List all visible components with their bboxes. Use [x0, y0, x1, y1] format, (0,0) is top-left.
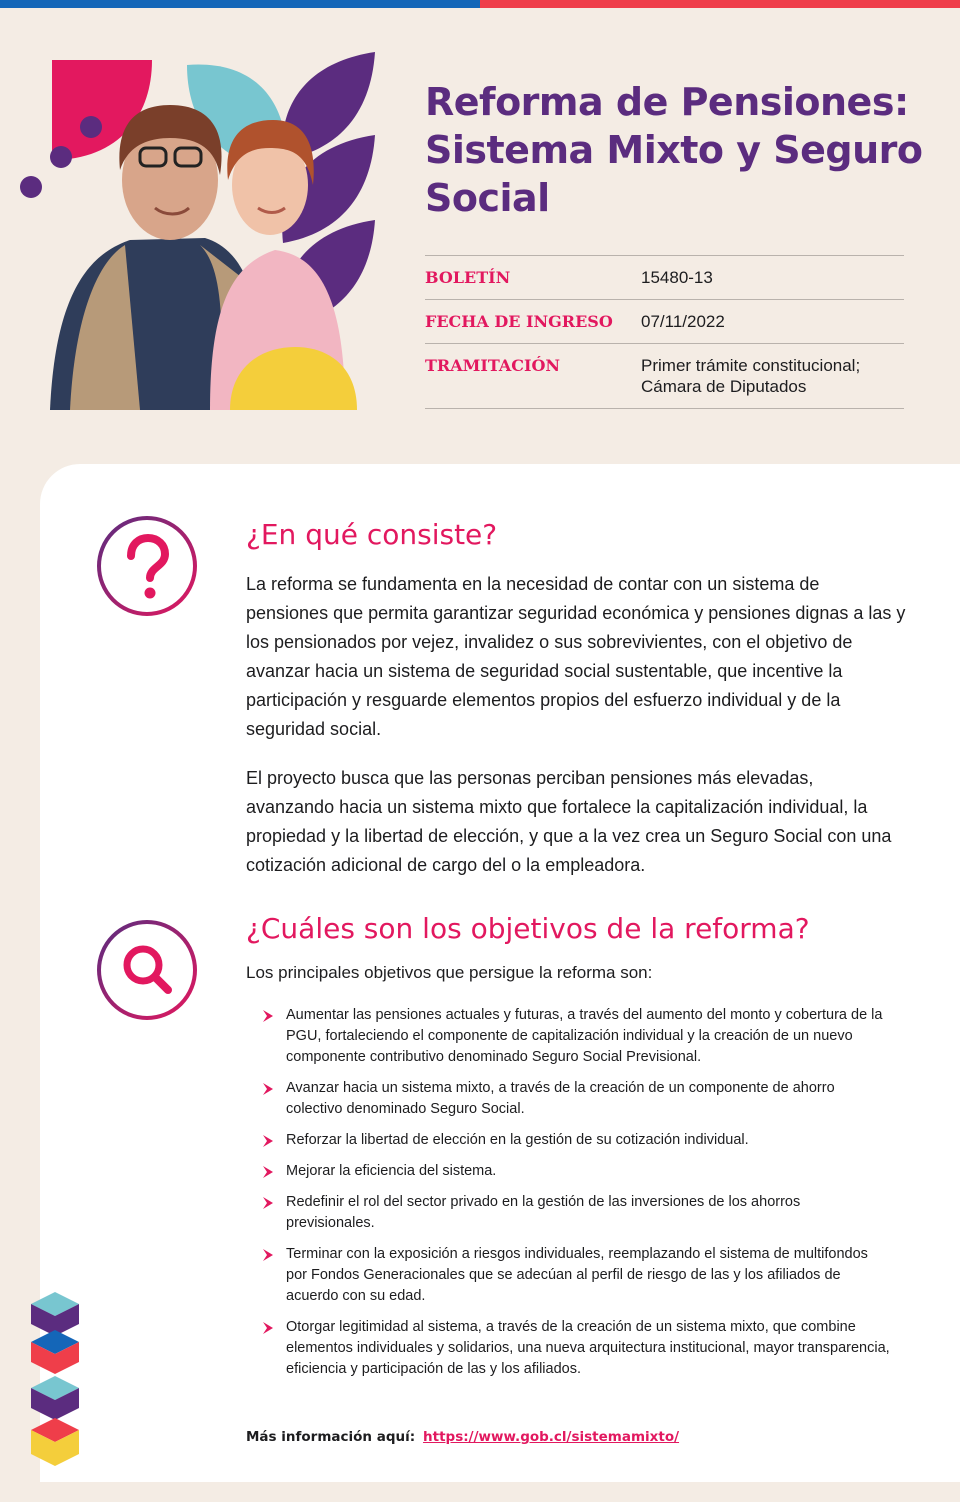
section-paragraph: La reforma se fundamenta en la necesidad de contar con un sistema de pensiones que permita garantizar seguridad económica y pensiones dignas a las y los pensionados por vejez, invalidez o sus sobrevivientes, con el objetivo de avanzar hacia un sistema de seguridad social sustentable, que incentive la participación y resguarde elementos propios del esfuerzo individual y de la seguridad social.	[246, 574, 906, 739]
more-info-footer	[246, 1426, 679, 1447]
chevron-right-icon	[262, 1321, 274, 1335]
meta-value: Primer trámite constitucional; Cámara de Diputados	[641, 356, 861, 396]
meta-label: BOLETÍN	[425, 268, 511, 287]
meta-label: TRAMITACIÓN	[425, 356, 561, 375]
chevron-right-icon	[262, 1082, 274, 1096]
hero-illustration	[15, 50, 385, 420]
list-item	[262, 1161, 892, 1182]
list-item-text: Mejorar la eficiencia del sistema.	[286, 1163, 497, 1179]
top-bar-blue	[0, 0, 480, 8]
list-item	[262, 1005, 892, 1068]
chevron-right-icon	[262, 1248, 274, 1262]
list-item-text: Terminar con la exposición a riesgos individuales, reemplazando el sistema de multifondos por Fondos Generacionales que se adecúan al perfil de riesgo de las y los afiliados de acuerdo con su edad.	[286, 1246, 868, 1304]
top-bar-red	[480, 0, 960, 8]
meta-value: 07/11/2022	[641, 312, 725, 331]
chevron-right-icon	[262, 1196, 274, 1210]
meta-label: FECHA DE INGRESO	[425, 312, 613, 331]
bill-metadata-table	[425, 255, 904, 409]
list-item	[262, 1130, 892, 1151]
objectives-list	[262, 1005, 892, 1390]
top-color-bar	[0, 0, 960, 8]
meta-row-boletin	[425, 255, 904, 299]
meta-value: 15480-13	[641, 268, 713, 287]
meta-row-tramitacion	[425, 343, 904, 409]
list-item	[262, 1244, 892, 1307]
chevron-right-icon	[262, 1165, 274, 1179]
objectives-intro: Los principales objetivos que persigue la reforma son:	[246, 963, 653, 982]
list-item	[262, 1317, 892, 1380]
section-heading-consiste: ¿En qué consiste?	[246, 518, 498, 551]
meta-row-fecha	[425, 299, 904, 343]
more-info-link[interactable]: https://www.gob.cl/sistemamixto/	[423, 1429, 680, 1445]
list-item-text: Aumentar las pensiones actuales y futuras, a través del aumento del monto y cobertura de la PGU, fortaleciendo el componente de capitalización individual y la creación de un nuevo componente contributivo denominado Seguro Social Previsional.	[286, 1007, 883, 1065]
list-item-text: Otorgar legitimidad al sistema, a través de la creación de un sistema mixto, que combine elementos individuales y solidarios, una nueva arquitectura institucional, mayor transparencia, eficiencia y participación de las y los afiliados.	[286, 1319, 890, 1377]
page-title: Reforma de Pensiones: Sistema Mixto y Seguro Social	[425, 80, 923, 220]
more-info-label: Más información aquí:	[246, 1429, 416, 1445]
section-heading-objetivos: ¿Cuáles son los objetivos de la reforma?	[246, 912, 810, 945]
chevron-right-icon	[262, 1009, 274, 1023]
list-item-text: Avanzar hacia un sistema mixto, a través de la creación de un componente de ahorro colectivo denominado Seguro Social.	[286, 1080, 835, 1117]
chevron-right-icon	[262, 1134, 274, 1148]
list-item-text: Reforzar la libertad de elección en la gestión de su cotización individual.	[286, 1132, 749, 1148]
list-item-text: Redefinir el rol del sector privado en la gestión de las inversiones de los ahorros previsionales.	[286, 1194, 801, 1231]
question-icon	[95, 514, 199, 618]
section-paragraph: El proyecto busca que las personas perciban pensiones más elevadas, avanzando hacia un sistema mixto que fortalece la capitalización individual, la propiedad y la libertad de elección, y que a la vez crea un Seguro Social con una cotización adicional de cargo del o la empleadora.	[246, 768, 892, 875]
list-item	[262, 1192, 892, 1234]
decorative-cubes	[27, 1290, 83, 1470]
list-item	[262, 1078, 892, 1120]
search-icon	[95, 918, 199, 1022]
